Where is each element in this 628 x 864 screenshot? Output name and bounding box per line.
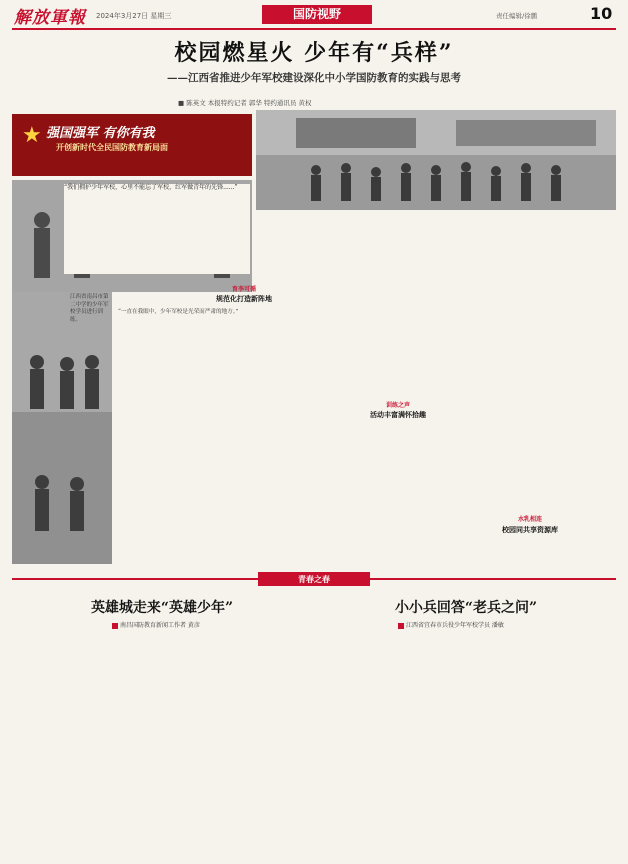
story-2-body [316,632,616,852]
parade-photo [256,110,616,210]
story-1-byline [112,620,200,629]
newspaper-logo: 解放軍報 [14,8,86,28]
story-1-byline-text: 南昌国防教育新闻工作者 黄彦 [120,622,200,629]
story-1-body [12,632,312,852]
section-subheading-2: 活动丰富满怀拾趣 [370,410,426,419]
students-photo [12,292,112,564]
editor-credit: 责任编辑/徐鹏 [496,12,538,20]
page-headline: 校园燃星火 少年有“兵样” [174,40,454,66]
article-column-2 [310,214,450,566]
section-label: 国防视野 [262,5,372,24]
section-heading-3: 水乳相连 [517,516,542,523]
masthead-divider [12,28,616,30]
story-2-byline-text: 江西省宜春市兵役少年军校学员 潘敏 [406,622,504,629]
banner-slogan: 强国强军 有你有我 [46,126,155,141]
page-number: 10 [590,4,613,23]
banner-subslogan: 开创新时代全民国防教育新局面 [56,143,168,152]
square-bullet-icon [112,623,118,629]
square-bullet-icon [398,623,404,629]
photo-caption: 江西省南昌市第二中学的少年军校学员进行训练。 [70,294,109,323]
section-heading-2: 训练之声 [385,402,410,409]
page-subheadline: ——江西省推进少年军校建设深化中小学国防教育的实践与思考 [167,72,461,84]
divider-tag: 青春之春 [258,572,370,586]
article-intro: “我们拥护少年军校，心里不能忘了军校，红军做青年的先锋......” [64,184,250,274]
article-column-1 [118,308,304,566]
article-byline: ■ 陈英文 本报特约记者 郭华 特约通讯员 黄权 [178,99,312,107]
story-2-title: 小小兵回答“老兵之问” [394,600,538,616]
issue-date: 2024年3月27日 星期三 [96,12,172,20]
section-heading-1: 育李可循 [231,286,256,293]
article-column-3 [456,214,616,510]
section-subheading-3: 校园同共享资源库 [502,525,558,534]
star-icon: ★ [22,123,42,148]
section-subheading-1: 规范化打造新阵地 [216,294,272,303]
story-2-byline [398,620,504,629]
story-1-title: 英雄城走来“英雄少年” [90,600,234,616]
column-1-body: “一直在我眼中，少年军校是光荣而严肃的地方。” [118,309,239,315]
